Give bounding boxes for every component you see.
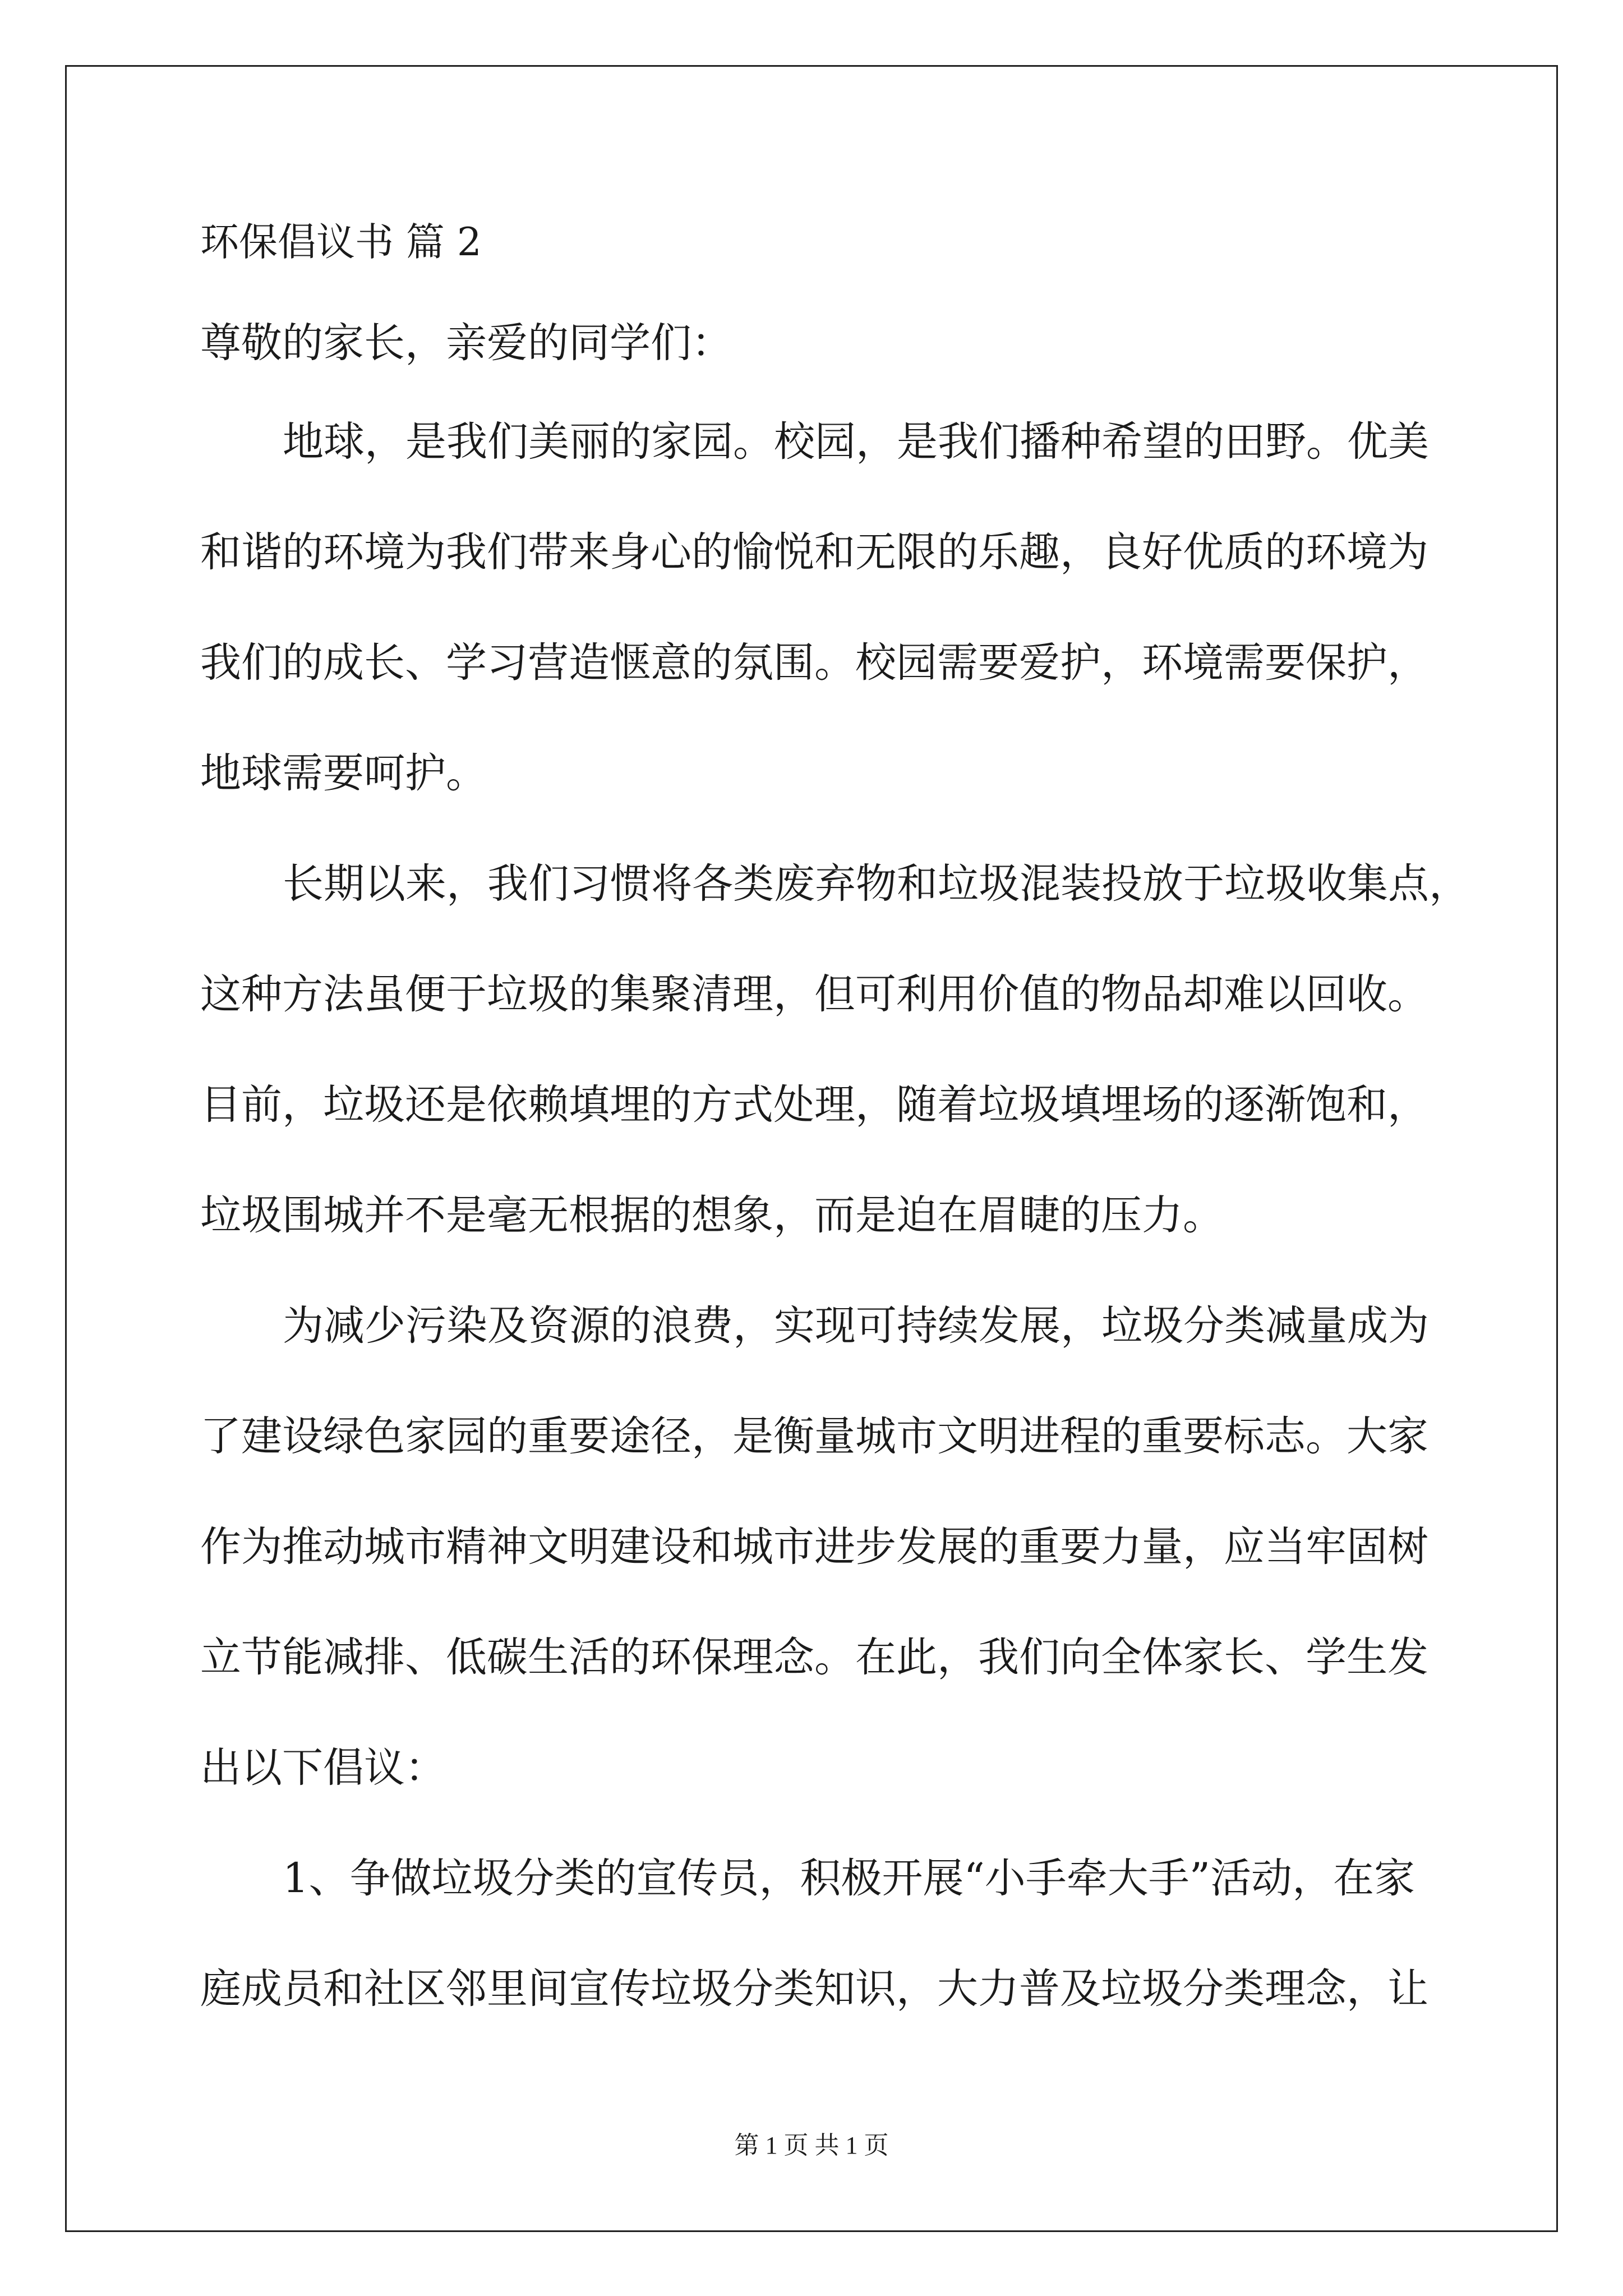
paragraph-3	[200, 1304, 1434, 1791]
paragraph-line: 立节能减排、低碳生活的环保理念。在此，我们向全体家长、学生发	[200, 1634, 1428, 1681]
paragraph-1	[200, 420, 1434, 796]
paragraph-2	[200, 860, 1470, 1239]
paragraph-line: 这种方法虽便于垃圾的集聚清理，但可利用价值的物品却难以回收。	[200, 970, 1428, 1018]
document-body	[200, 220, 1470, 2077]
paragraph-line: 我们的成长、学习营造惬意的氛围。校园需要爱护，环境需要保护，	[200, 639, 1428, 687]
paragraph-line: 作为推动城市精神文明建设和城市进步发展的重要力量，应当牢固树	[200, 1523, 1428, 1571]
paragraph-line: 长期以来，我们习惯将各类废弃物和垃圾混装投放于垃圾收集点，	[283, 860, 1470, 908]
paragraph-line: 目前，垃圾还是依赖填埋的方式处理，随着垃圾填埋场的逐渐饱和，	[200, 1081, 1428, 1129]
paragraph-line: 出以下倡议：	[200, 1744, 446, 1792]
paragraph-line: 垃圾围城并不是毫无根据的想象，而是迫在眉睫的压力。	[200, 1191, 1224, 1239]
page-number-footer: 第 1 页 共 1 页	[734, 2132, 889, 2159]
paragraph-line: 地球，是我们美丽的家园。校园，是我们播种希望的田野。优美	[283, 418, 1429, 466]
paragraph-line: 和谐的环境为我们带来身心的愉悦和无限的乐趣，良好优质的环境为	[200, 528, 1428, 576]
paragraph-4	[200, 1856, 1434, 2012]
paragraph-line: 地球需要呵护。	[200, 749, 487, 797]
paragraph-line: 为减少污染及资源的浪费，实现可持续发展，垃圾分类减量成为	[283, 1302, 1429, 1350]
paragraph-line: 1、争做垃圾分类的宣传员，积极开展“小手牵大手”活动，在家	[283, 1855, 1415, 1902]
paragraph-line: 庭成员和社区邻里间宣传垃圾分类知识，大力普及垃圾分类理念，让	[200, 1965, 1428, 2013]
document-title: 环保倡议书 篇 2	[200, 220, 482, 265]
greeting: 尊敬的家长，亲爱的同学们：	[200, 319, 732, 367]
paragraph-line: 了建设绿色家园的重要途径，是衡量城市文明进程的重要标志。大家	[200, 1412, 1428, 1460]
